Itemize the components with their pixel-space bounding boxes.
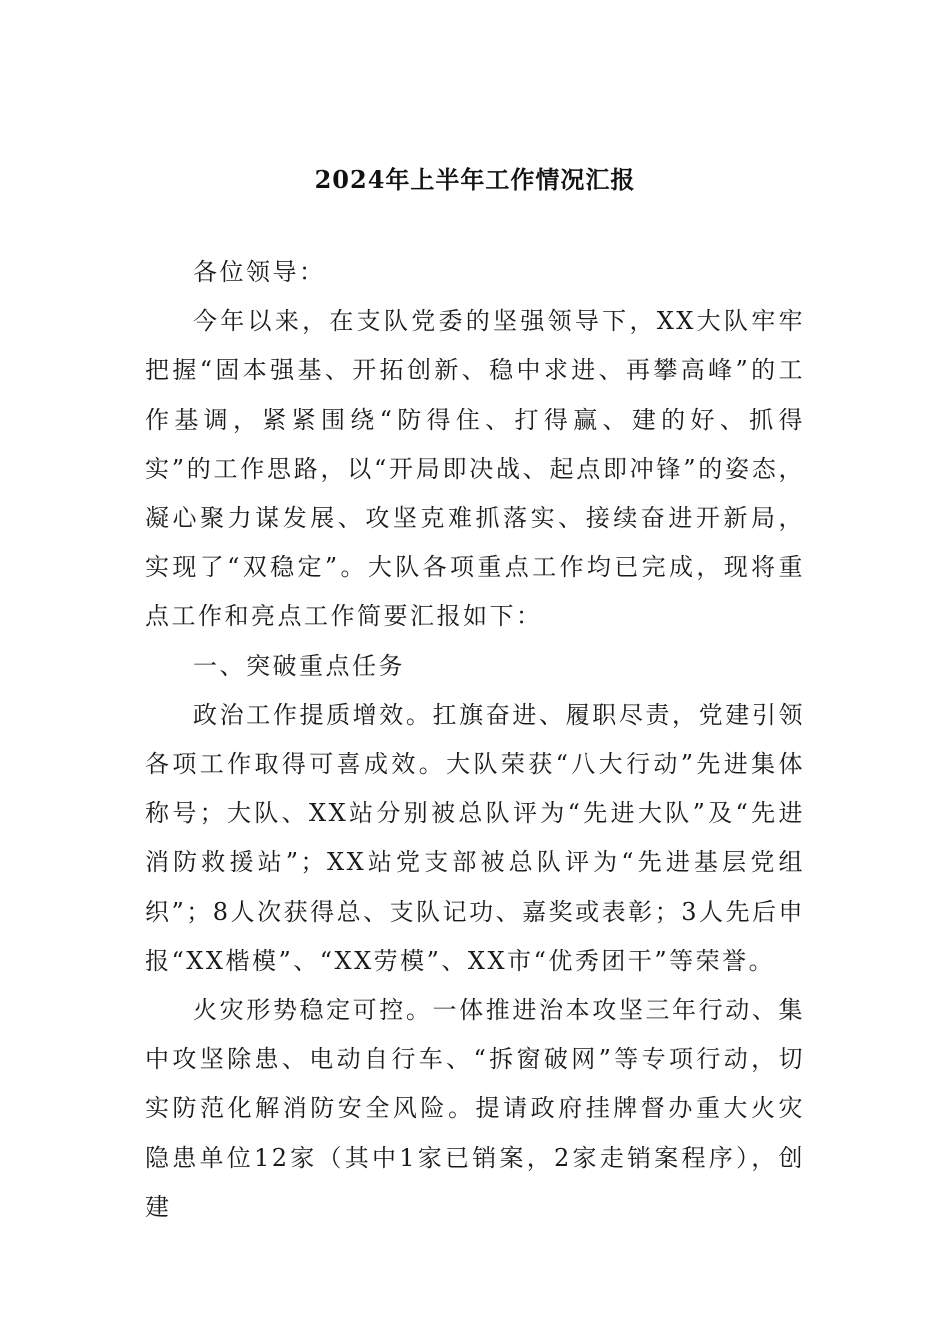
paragraph-fire-situation: 火灾形势稳定可控。一体推进治本攻坚三年行动、集中攻坚除患、电动自行车、“拆窗破网”等专项行动，切实防范化解消防安全风险。提请政府挂牌督办重大火灾隐患单位12家（其中1家已销案，2家走销案程序），创建 — [145, 996, 805, 1221]
paragraph-political-work: 政治工作提质增效。扛旗奋进、履职尽责，党建引领各项工作取得可喜成效。大队荣获“八大行动”先进集体称号；大队、XX站分别被总队评为“先进大队”及“先进消防救援站”；XX站党支部被总队评为“先进基层党组织”；8人次获得总、支队记功、嘉奖或表彰；3人先后申报“XX楷模”、“XX劳模”、XX市“优秀团干”等荣誉。 — [145, 700, 805, 975]
paragraph-intro: 今年以来，在支队党委的坚强领导下，XX大队牢牢把握“固本强基、开拓创新、稳中求进、再攀高峰”的工作基调，紧紧围绕“防得住、打得赢、建的好、抓得实”的工作思路，以“开局即决战、起点即冲锋”的姿态，凝心聚力谋发展、攻坚克难抓落实、接续奋进开新局，实现了“双稳定”。大队各项重点工作均已完成，现将重点工作和亮点工作简要汇报如下： — [145, 307, 805, 631]
salutation: 各位领导： — [193, 258, 326, 286]
section-heading: 一、突破重点任务 — [193, 651, 405, 680]
document-body — [145, 248, 805, 1232]
document-title: 2024年上半年工作情况汇报 — [314, 165, 636, 194]
